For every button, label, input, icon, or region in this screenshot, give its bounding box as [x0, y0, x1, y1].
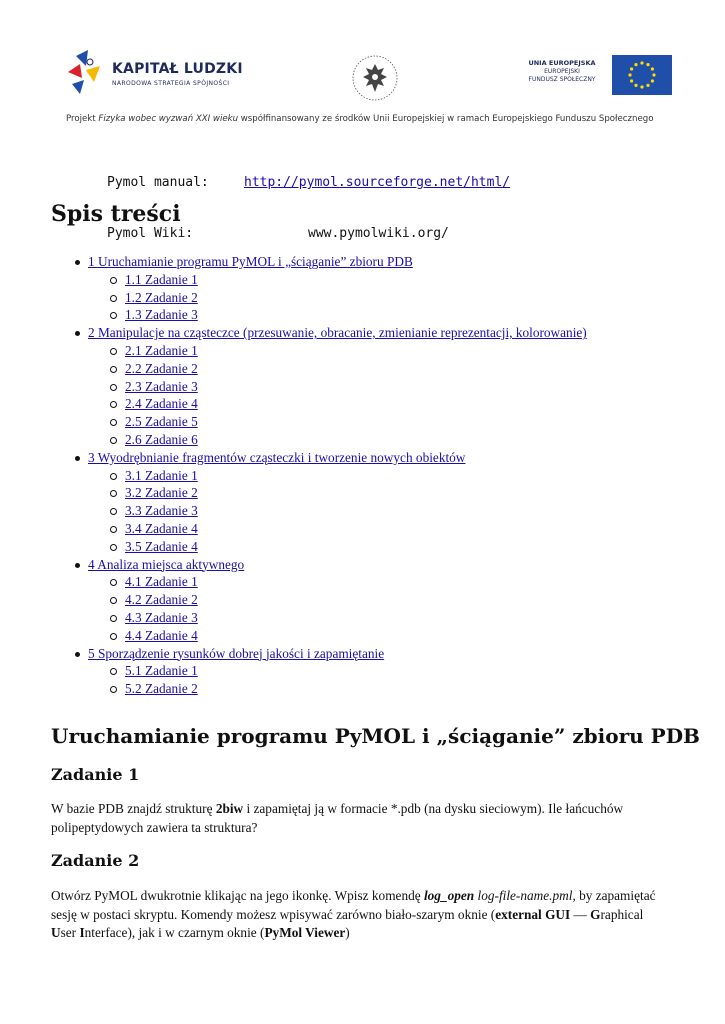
university-warsaw-seal-icon: [350, 52, 400, 104]
toc-subsection-item: [125, 467, 587, 485]
task1-text-1: W bazie PDB znajdź strukturę: [51, 801, 216, 816]
bullet-circle-icon: [110, 366, 117, 373]
task2-raphical: raphical: [600, 906, 644, 922]
toc-subsection-link[interactable]: 1.3 Zadanie 3: [125, 307, 198, 323]
kapital-ludzki-logo: [66, 48, 246, 98]
task2-command: log_open: [423, 888, 475, 903]
task2-text-2: , by zapamiętać sesję w postaci skryptu. Komendy możesz wpisywać zarówno biało-szarym oknie (: [51, 888, 656, 922]
bullet-circle-icon: [110, 686, 117, 693]
toc-subsection-link[interactable]: 3.1 Zadanie 1: [125, 467, 198, 483]
bullet-disc-icon: [75, 260, 80, 265]
toc-subsection-link[interactable]: 2.2 Zadanie 2: [125, 360, 198, 376]
toc-section-link[interactable]: 1 Uruchamianie programu PyMOL i „ściąganie” zbioru PDB: [88, 254, 413, 269]
manual-link[interactable]: http://pymol.sourceforge.net/html/: [244, 175, 511, 190]
toc-subsection-item: [125, 538, 587, 556]
toc-subsection-link[interactable]: 2.6 Zadanie 6: [125, 431, 198, 447]
toc-subsection-item: [125, 289, 587, 307]
bullet-circle-icon: [110, 401, 117, 408]
eu-flag-icon: [612, 55, 672, 95]
toc-section-link[interactable]: 2 Manipulacje na cząsteczce (przesuwanie, obracanie, zmienianie reprezentacji, kolorowanie): [88, 325, 587, 341]
bullet-circle-icon: [110, 615, 117, 622]
toc-subsection-item: [125, 502, 587, 520]
task2-pymol-viewer: PyMol Viewer: [264, 925, 346, 940]
kapital-ludzki-title: KAPITAŁ LUDZKI: [112, 61, 243, 77]
toc-subsection-item: [125, 609, 587, 627]
toc-subsection-item: [125, 591, 587, 609]
bullet-circle-icon: [110, 633, 117, 640]
bullet-circle-icon: [110, 668, 117, 675]
toc-section-item: [72, 449, 587, 556]
toc-subsection-item: [125, 395, 587, 413]
task2-u: U: [51, 925, 61, 940]
toc-subsection-item: [125, 431, 587, 449]
toc-section-item: [72, 556, 587, 645]
bullet-circle-icon: [110, 508, 117, 515]
toc-section-item: [72, 645, 587, 698]
kapital-ludzki-emblem-icon: [66, 48, 106, 98]
bullet-circle-icon: [110, 490, 117, 497]
task2-dash: —: [570, 906, 591, 922]
bullet-circle-icon: [110, 597, 117, 604]
toc-subsection-link[interactable]: 4.3 Zadanie 3: [125, 609, 198, 625]
eu-label-line2: EUROPEJSKI: [544, 68, 580, 75]
toc-subsection-item: [125, 360, 587, 378]
bullet-circle-icon: [110, 544, 117, 551]
toc-subsection-link[interactable]: 5.1 Zadanie 1: [125, 663, 198, 679]
toc-subsection-link[interactable]: 1.1 Zadanie 1: [125, 271, 198, 287]
project-title: Fizyka wobec wyzwań XXI wieku: [98, 114, 239, 124]
toc-section-item: [72, 324, 587, 449]
bullet-circle-icon: [110, 419, 117, 426]
bullet-circle-icon: [110, 312, 117, 319]
eu-label-line1: UNIA EUROPEJSKA: [528, 59, 596, 67]
toc-subsection-link[interactable]: 2.4 Zadanie 4: [125, 396, 198, 412]
task2-text-1: Otwórz PyMOL dwukrotnie klikając na jego ikonkę. Wpisz komendę: [51, 888, 424, 903]
toc-subsection-item: [125, 306, 587, 324]
toc-subsection-item: [125, 573, 587, 591]
toc-section-link[interactable]: 4 Analiza miejsca aktywnego: [88, 556, 245, 572]
toc-subsection-link[interactable]: 3.4 Zadanie 4: [125, 520, 198, 536]
bullet-circle-icon: [110, 526, 117, 533]
bullet-circle-icon: [110, 348, 117, 355]
toc-subsection-item: [125, 413, 587, 431]
toc-section-item: [72, 253, 587, 324]
task2-filename: log-file-name.pml: [474, 888, 573, 903]
wiki-label: Pymol Wiki:: [107, 226, 194, 241]
task1-text-2: i zapamiętaj ją w formacie *.pdb (na dysku sieciowym). Ile łańcuchów polipeptydowych zawiera ta struktura?: [51, 801, 624, 835]
eu-label-line3: FUNDUSZ SPOŁECZNY: [528, 76, 596, 83]
table-of-contents: [72, 253, 587, 698]
bullet-circle-icon: [110, 277, 117, 284]
project-prefix: Projekt: [66, 114, 99, 124]
task2-text-3: nterface), jak i w czarnym oknie (: [84, 925, 265, 940]
task2-external-gui: external GUI: [495, 906, 571, 922]
toc-subsection-link[interactable]: 1.2 Zadanie 2: [125, 289, 198, 305]
toc-subsection-item: [125, 378, 587, 396]
toc-subsection-item: [125, 680, 587, 698]
task2-close-paren: ): [345, 925, 350, 940]
kapital-ludzki-subtitle: NARODOWA STRATEGIA SPÓJNOŚCI: [112, 80, 230, 87]
toc-subsection-link[interactable]: 2.3 Zadanie 3: [125, 378, 198, 394]
task1-heading: Zadanie 1: [51, 765, 140, 784]
toc-subsection-link[interactable]: 5.2 Zadanie 2: [125, 681, 198, 697]
wiki-url: www.pymolwiki.org/: [308, 226, 449, 241]
project-funding-line: [66, 114, 653, 124]
task1-pdb-code: 2biw: [215, 801, 244, 816]
bullet-disc-icon: [75, 331, 80, 336]
toc-subsection-link[interactable]: 4.1 Zadanie 1: [125, 574, 198, 590]
toc-subsection-link[interactable]: 4.2 Zadanie 2: [125, 592, 198, 608]
toc-subsection-link[interactable]: 3.5 Zadanie 4: [125, 538, 198, 554]
toc-subsection-item: [125, 627, 587, 645]
toc-section-link[interactable]: 3 Wyodrębnianie fragmentów cząsteczki i tworzenie nowych obiektów: [88, 449, 466, 465]
toc-subsection-link[interactable]: 3.2 Zadanie 2: [125, 485, 198, 501]
toc-heading: Spis treści: [51, 201, 181, 227]
bullet-circle-icon: [110, 473, 117, 480]
toc-subsection-item: [125, 520, 587, 538]
bullet-circle-icon: [110, 579, 117, 586]
project-suffix: współfinansowany ze środków Unii Europejskiej w ramach Europejskiego Funduszu Społecznego: [238, 114, 654, 124]
bullet-disc-icon: [75, 652, 80, 657]
task1-paragraph: [51, 800, 671, 837]
eu-logo-block: [522, 55, 662, 97]
toc-subsection-link[interactable]: 4.4 Zadanie 4: [125, 627, 198, 643]
section1-heading: Uruchamianie programu PyMOL i „ściąganie” zbioru PDB: [51, 724, 700, 748]
manual-label: Pymol manual:: [107, 175, 209, 190]
toc-subsection-link[interactable]: 2.1 Zadanie 1: [125, 342, 198, 358]
bullet-circle-icon: [110, 295, 117, 302]
toc-section-link[interactable]: 5 Sporządzenie rysunków dobrej jakości i zapamiętanie: [88, 645, 385, 661]
task2-g: G: [590, 906, 601, 922]
toc-subsection-item: [125, 662, 587, 680]
toc-subsection-link[interactable]: 2.5 Zadanie 5: [125, 414, 198, 430]
task2-ser: ser: [60, 925, 80, 940]
task2-i: I: [79, 925, 85, 940]
bullet-circle-icon: [110, 437, 117, 444]
bullet-disc-icon: [75, 456, 80, 461]
task2-paragraph: [51, 887, 671, 943]
toc-subsection-item: [125, 484, 587, 502]
toc-subsection-item: [125, 342, 587, 360]
task2-heading: Zadanie 2: [51, 851, 140, 870]
page-header: [0, 0, 725, 130]
bullet-circle-icon: [110, 384, 117, 391]
bullet-disc-icon: [75, 563, 80, 568]
toc-subsection-link[interactable]: 3.3 Zadanie 3: [125, 503, 198, 519]
toc-subsection-item: [125, 271, 587, 289]
